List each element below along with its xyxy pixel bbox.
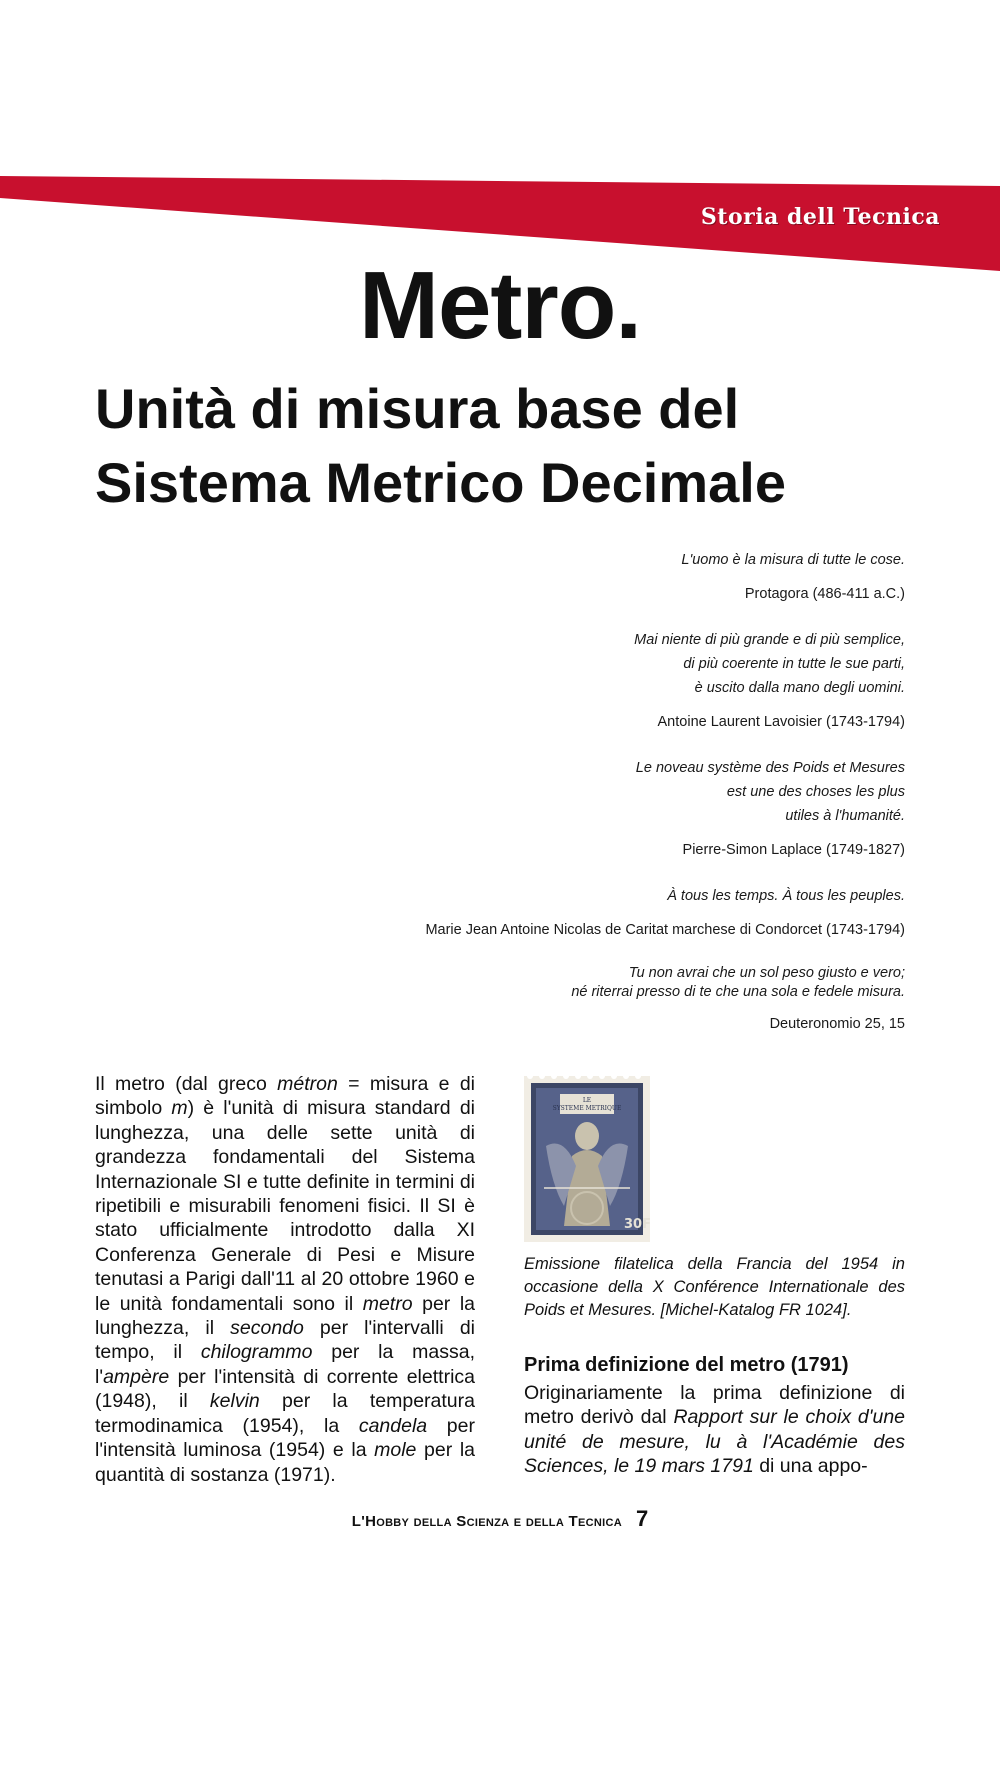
- page-number: 7: [635, 1506, 649, 1531]
- quote-block: [205, 548, 905, 606]
- text-run: = misura e di simbolo: [95, 1073, 476, 1120]
- quote-block: [205, 964, 905, 1036]
- text-run: per la lunghezza, il: [95, 1292, 475, 1340]
- text-run-italic: Rapport sur le choix d'une unité de mesure, lu à l'Académie des Sciences, le 19 mars 1791: [524, 1406, 906, 1478]
- text-run: per l'intervalli di tempo, il: [95, 1317, 475, 1364]
- quote-line: Mai niente di più grande e di più semplice,: [634, 632, 905, 648]
- stamp-text: LE: [582, 1097, 592, 1104]
- stamp-value: 30F: [624, 1217, 650, 1232]
- text-run: per l'intensità luminosa (1954) e la: [95, 1414, 475, 1462]
- quote-line: L'uomo è la misura di tutte le cose.: [681, 552, 905, 568]
- quote-author: Deuteronomio 25, 15: [769, 1016, 905, 1032]
- text-run: Originariamente la prima definizione di metro derivò dal: [524, 1382, 905, 1429]
- stamp-text: SYSTEME METRIQUE: [552, 1105, 622, 1112]
- quote-line: di più coerente in tutte le sue parti,: [683, 656, 905, 672]
- text-run-italic: kelvin: [209, 1390, 260, 1413]
- text-run: ) è l'unità di misura standard di lunghezza, una delle sette unità di grandezza fondamentali del Sistema Internazionale SI e tutte definite in termini di ripetibili e misurabili fenomeni fisici. Il SI è stato ufficialmente introdotto dalla XI Conferenza Generale di Pesi e Misure tenutasi a Parigi dall'11 al 20 ottobre 1960 e le unità fondamentali sono il: [95, 1097, 475, 1315]
- quote-line: Le noveau système des Poids et Mesures: [635, 760, 905, 776]
- text-run: di una appo-: [753, 1455, 868, 1478]
- quote-author: Pierre-Simon Laplace (1749-1827): [682, 842, 905, 858]
- text-run: per la quantità di sostanza (1971).: [95, 1439, 475, 1486]
- section-paragraph: [524, 1381, 905, 1479]
- section-heading: Prima definizione del metro (1791): [524, 1354, 849, 1376]
- text-run-italic: metro: [362, 1292, 413, 1315]
- quote-author: Protagora (486-411 a.C.): [744, 586, 905, 602]
- section-label: Storia dell Tecnica: [700, 204, 940, 230]
- body-paragraph: [95, 1072, 475, 1487]
- text-run-italic: chilogrammo: [200, 1341, 313, 1364]
- subtitle-line-2: Sistema Metrico Decimale: [95, 451, 786, 514]
- text-run: per la massa, l': [95, 1341, 475, 1388]
- text-run-italic: secondo: [230, 1317, 304, 1340]
- text-run-italic: métron: [277, 1073, 338, 1095]
- text-run-italic: m: [171, 1097, 188, 1120]
- quote-block: [205, 884, 905, 942]
- page-title: Metro.: [359, 252, 641, 359]
- quote-line: è uscito dalla mano degli uomini.: [694, 680, 905, 696]
- stamp-image: [524, 1076, 650, 1242]
- quote-line: est une des choses les plus: [726, 784, 905, 800]
- text-run: Il metro (dal greco: [95, 1073, 278, 1095]
- text-run: per l'intensità di corrente elettrica (1948), il: [95, 1365, 475, 1413]
- subtitle-line-1: Unità di misura base del: [95, 377, 740, 440]
- quote-line: Tu non avrai che un sol peso giusto e vero;: [628, 965, 905, 981]
- epigraph-quotes: [205, 548, 905, 1058]
- text-run-italic: ampère: [103, 1365, 170, 1388]
- text-run-italic: candela: [358, 1414, 428, 1437]
- quote-block: [205, 628, 905, 734]
- quote-line: À tous les temps. À tous les peuples.: [667, 888, 905, 904]
- page-footer: [0, 1506, 1000, 1532]
- quote-line: né riterrai presso di te che una sola e fedele misura.: [571, 984, 905, 1000]
- magazine-name: L'Hobby della Scienza e della Tecnica: [351, 1513, 622, 1530]
- quote-author: Antoine Laurent Lavoisier (1743-1794): [657, 714, 905, 730]
- quote-block: [205, 756, 905, 862]
- quote-line: utiles à l'humanité.: [785, 808, 905, 824]
- text-run: per la temperatura termodinamica (1954), la: [95, 1390, 475, 1437]
- quote-author: Marie Jean Antoine Nicolas de Caritat marchese di Condorcet (1743-1794): [425, 922, 905, 938]
- page-subtitle: [95, 372, 786, 520]
- stamp-caption: Emissione filatelica della Francia del 1954 in occasione della X Conférence Internationale des Poids et Mesures. [Michel-Katalog FR 1024].: [524, 1255, 905, 1319]
- text-run-italic: mole: [374, 1439, 417, 1462]
- right-column: [524, 1076, 905, 1479]
